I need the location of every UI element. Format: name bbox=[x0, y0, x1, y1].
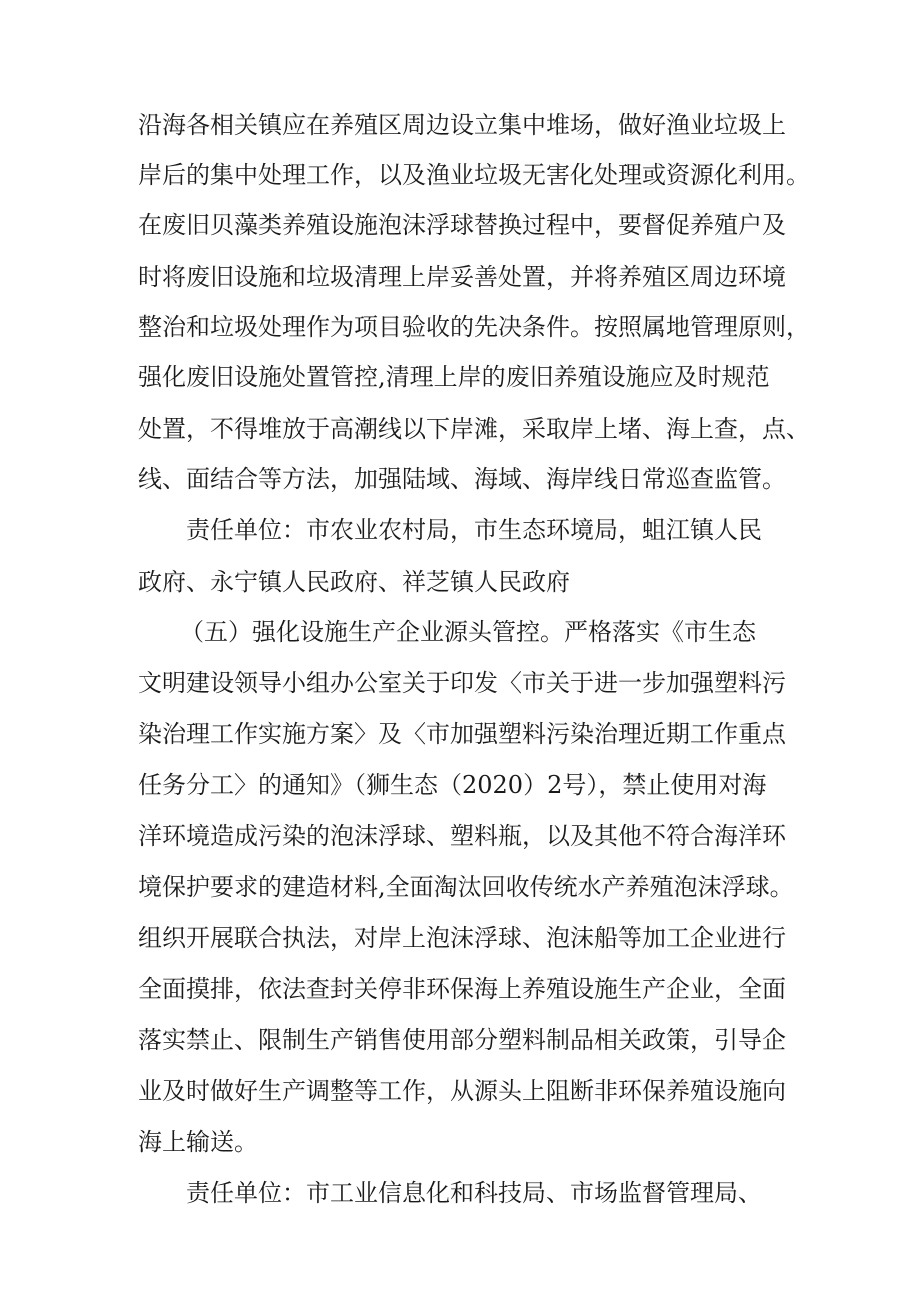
text-line: 海上输送。 bbox=[138, 1128, 258, 1156]
text-line: 境保护要求的建造材料,全面淘汰回收传统水产养殖泡沫浮球。 bbox=[138, 873, 794, 901]
text-line: 落实禁止、限制生产销售使用部分塑料制品相关政策，引导企 bbox=[138, 1026, 786, 1054]
text-line: 文明建设领导小组办公室关于印发〈市关于进一步加强塑料污 bbox=[138, 669, 786, 697]
text-line: 整治和垃圾处理作为项目验收的先决条件。按照属地管理原则， bbox=[138, 313, 810, 341]
text-line: 洋环境造成污染的泡沫浮球、塑料瓶，以及其他不符合海洋环 bbox=[138, 822, 786, 850]
text-line: 政府、永宁镇人民政府、祥芝镇人民政府 bbox=[138, 568, 570, 596]
responsible-unit-line: 责任单位：市农业农村局，市生态环境局，蛆江镇人民 bbox=[186, 516, 762, 544]
text-line: 处置，不得堆放于高潮线以下岸滩，采取岸上堵、海上查，点、 bbox=[138, 415, 810, 443]
text-line: 全面摸排，依法查封关停非环保海上养殖设施生产企业，全面 bbox=[138, 975, 786, 1003]
text-line: 沿海各相关镇应在养殖区周边设立集中堆场，做好渔业垃圾上 bbox=[138, 111, 786, 139]
text-line: 染治理工作实施方案〉及〈市加强塑料污染治理近期工作重点 bbox=[138, 720, 786, 748]
text-line: 时将废旧设施和垃圾清理上岸妥善处置，并将养殖区周边环境 bbox=[138, 263, 786, 291]
section-heading-line: （五）强化设施生产企业源头管控。严格落实《市生态 bbox=[180, 618, 756, 646]
text-line: 强化废旧设施处置管控,清理上岸的废旧养殖设施应及时规范 bbox=[138, 363, 770, 391]
text-line: 在废旧贝藻类养殖设施泡沫浮球替换过程中，要督促养殖户及 bbox=[138, 211, 786, 239]
text-line: 组织开展联合执法，对岸上泡沫浮球、泡沫船等加工企业进行 bbox=[138, 924, 786, 952]
text-line: 任务分工〉的通知》（狮生态（2020）2号），禁止使用对海 bbox=[138, 771, 767, 799]
responsible-unit-line: 责任单位：市工业信息化和科技局、市场监督管理局、 bbox=[186, 1179, 762, 1207]
text-line: 岸后的集中处理工作，以及渔业垃圾无害化处理或资源化利用。 bbox=[138, 161, 810, 189]
text-line: 线、面结合等方法，加强陆域、海域、海岸线日常巡查监管。 bbox=[138, 465, 786, 493]
text-line: 业及时做好生产调整等工作，从源头上阻断非环保养殖设施向 bbox=[138, 1077, 786, 1105]
